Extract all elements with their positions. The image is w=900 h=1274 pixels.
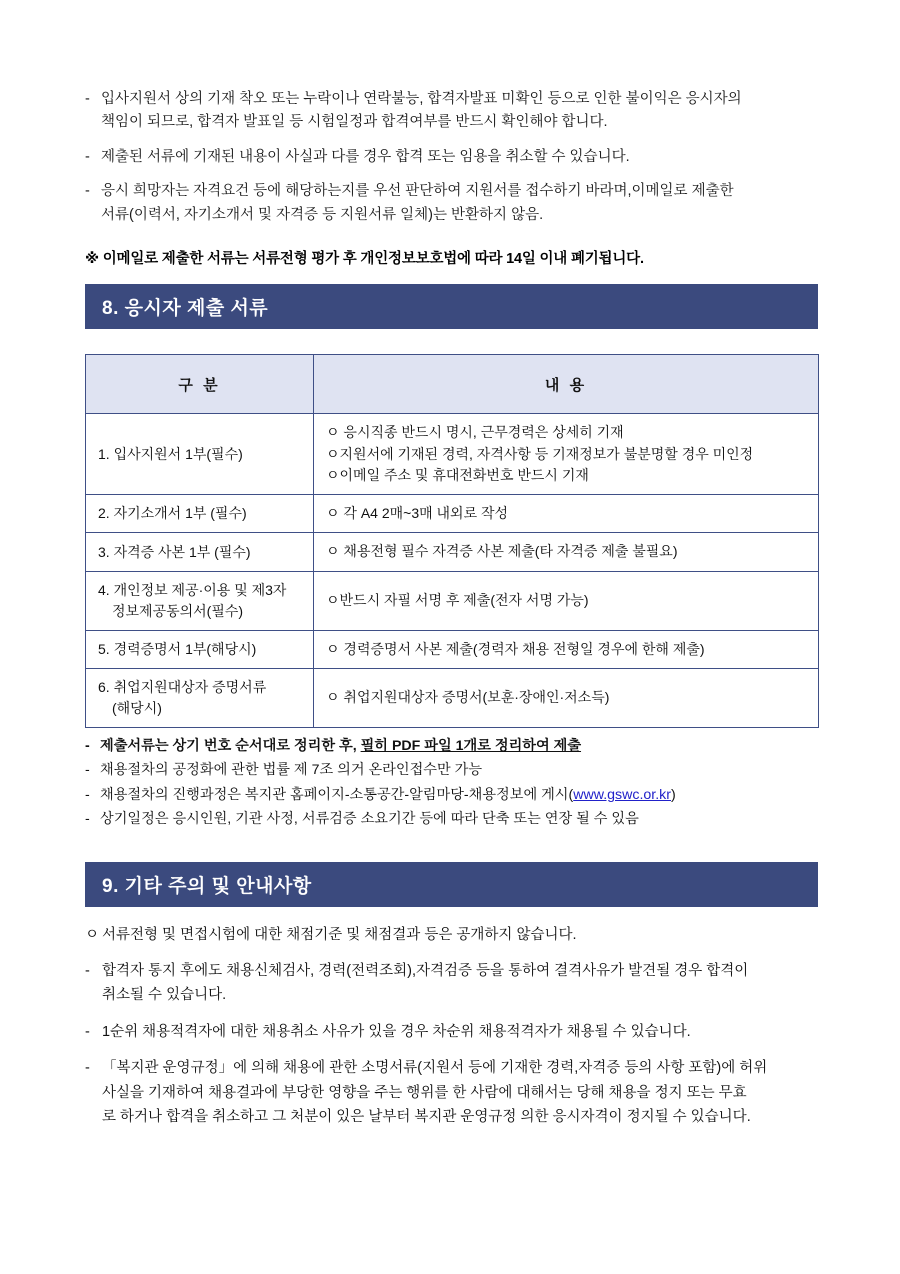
table-cell-category — [86, 571, 314, 630]
dash-marker: - — [85, 1060, 90, 1077]
note-text-post: ) — [671, 786, 676, 803]
category-line2: (해당시) — [112, 700, 162, 717]
section-9-note-item — [85, 1056, 820, 1129]
table-row — [86, 495, 819, 533]
content-line: ㅇ 응시직종 반드시 명시, 근무경력은 상세히 기재 — [326, 424, 624, 441]
intro-note-item — [85, 180, 820, 227]
category-line1: 3. 자격증 사본 1부 (필수) — [98, 543, 251, 560]
note-line1: 서류전형 및 면접시험에 대한 채점기준 및 채점결과 등은 공개하지 않습니다. — [102, 926, 577, 943]
table-row — [86, 414, 819, 495]
dash-marker: - — [85, 786, 90, 803]
category-line1: 2. 자기소개서 1부 (필수) — [98, 505, 247, 522]
submission-note-item — [85, 807, 820, 831]
table-cell-category — [86, 533, 314, 571]
table-cell-content — [314, 630, 819, 668]
dash-marker: - — [85, 762, 90, 779]
note-text: 제출서류는 상기 번호 순서대로 정리한 후, — [100, 738, 361, 755]
intro-note-line1: 입사지원서 상의 기재 착오 또는 누락이나 연락불능, 합격자발표 미확인 등으로 인한 불이익은 응시자의 — [101, 91, 742, 107]
table-cell-category — [86, 495, 314, 533]
table-cell-content — [314, 495, 819, 533]
note-line1: 1순위 채용적격자에 대한 채용취소 사유가 있을 경우 차순위 채용적격자가 채용될 수 있습니다. — [102, 1023, 691, 1040]
dash-marker: - — [85, 963, 90, 980]
table-row — [86, 571, 819, 630]
section-9-note-item — [85, 959, 820, 1008]
table-cell-content — [314, 533, 819, 571]
table-row — [86, 669, 819, 728]
note-text: 채용절차의 진행과정은 복지관 홈페이지-소통공간-알림마당-채용정보에 게시( — [100, 786, 574, 803]
section-9-note-item — [85, 923, 820, 947]
note-text: 채용절차의 공정화에 관한 법률 제 7조 의거 온라인접수만 가능 — [100, 762, 483, 779]
content-line: ㅇ 경력증명서 사본 제출(경력자 채용 전형일 경우에 한해 제출) — [326, 640, 705, 657]
intro-note-line1: 제출된 서류에 기재된 내용이 사실과 다를 경우 합격 또는 임용을 취소할 수 있습니다. — [101, 148, 630, 165]
content-line: ㅇ이메일 주소 및 휴대전화번호 반드시 기재 — [326, 466, 589, 483]
section-8-heading: 8. 응시자 제출 서류 — [85, 284, 818, 329]
submission-notes-list — [85, 734, 820, 832]
table-cell-content — [314, 414, 819, 495]
dash-marker: - — [85, 91, 90, 107]
note-line2: 취소될 수 있습니다. — [102, 987, 227, 1004]
content-line: ㅇ 각 A4 2매~3매 내외로 작성 — [326, 505, 509, 522]
note-text: 상기일정은 응시인원, 기관 사정, 서류검증 소요기간 등에 따라 단축 또는 연장 될 수 있음 — [100, 811, 639, 828]
table-cell-category — [86, 414, 314, 495]
table-cell-content — [314, 571, 819, 630]
content-line: ㅇ 취업지원대상자 증명서(보훈·장애인·저소득) — [326, 689, 610, 706]
category-line1: 5. 경력증명서 1부(해당시) — [98, 640, 257, 657]
intro-notes-list — [85, 88, 820, 227]
content-line: ㅇ 채용전형 필수 자격증 사본 제출(타 자격증 제출 불필요) — [326, 543, 678, 560]
note-line1: 합격자 통지 후에도 채용신체검사, 경력(전력조회),자격검증 등을 통하여 결격사유가 발견될 경우 합격이 — [102, 963, 749, 980]
dash-marker: - — [85, 183, 90, 200]
bullet-marker: ㅇ — [85, 926, 100, 943]
note-line2: 사실을 기재하여 채용결과에 부당한 영향을 주는 행위를 한 사람에 대해서는 당해 채용을 정지 또는 무효 — [102, 1084, 747, 1101]
intro-note-item — [85, 88, 820, 135]
section-9-heading: 9. 기타 주의 및 안내사항 — [85, 862, 818, 907]
intro-note-line2: 서류(이력서, 자기소개서 및 자격증 등 지원서류 일체)는 반환하지 않음. — [101, 206, 544, 223]
table-header-row — [86, 355, 819, 414]
table-row — [86, 630, 819, 668]
note-emphasis: 필히 PDF 파일 1개로 정리하여 제출 — [360, 738, 582, 755]
homepage-link[interactable]: www.gswc.or.kr — [573, 786, 671, 803]
section-9-notes-list — [85, 923, 820, 1130]
table-cell-category — [86, 630, 314, 668]
category-line1: 1. 입사지원서 1부(필수) — [98, 445, 243, 462]
section-9-note-item — [85, 1020, 820, 1044]
intro-note-line1: 응시 희망자는 자격요건 등에 해당하는지를 우선 판단하여 지원서를 접수하기 바라며,이메일로 제출한 — [101, 183, 734, 200]
table-row — [86, 533, 819, 571]
category-line2: 정보제공동의서(필수) — [112, 602, 244, 619]
dash-marker: - — [85, 738, 90, 755]
note-line1: 「복지관 운영규정」에 의해 채용에 관한 소명서류(지원서 등에 기재한 경력,자격증 등의 사항 포함)에 허위 — [102, 1060, 768, 1077]
table-cell-content — [314, 669, 819, 728]
dash-marker: - — [85, 811, 90, 828]
privacy-disposal-notice: ※ 이메일로 제출한 서류는 서류전형 평가 후 개인정보보호법에 따라 14일 이내 폐기됩니다. — [85, 251, 644, 268]
intro-note-item — [85, 146, 820, 169]
note-line3: 로 하거나 합격을 취소하고 그 처분이 있은 날부터 복지관 운영규정 의한 응시자격이 정지될 수 있습니다. — [102, 1108, 751, 1125]
table-header-content: 내 용 — [314, 355, 819, 414]
documents-table-wrapper — [85, 354, 820, 728]
content-line: ㅇ지원서에 기재된 경력, 자격사항 등 기재정보가 불분명할 경우 미인정 — [326, 445, 754, 462]
submission-note-item — [85, 758, 820, 782]
content-line: ㅇ반드시 자필 서명 후 제출(전자 서명 가능) — [326, 592, 589, 609]
table-header-category: 구 분 — [86, 355, 314, 414]
table-cell-category — [86, 669, 314, 728]
submission-note-item — [85, 783, 820, 807]
submission-note-item — [85, 734, 820, 758]
dash-marker: - — [85, 148, 90, 165]
documents-table — [85, 354, 819, 728]
dash-marker: - — [85, 1023, 90, 1040]
category-line1: 6. 취업지원대상자 증명서류 — [98, 679, 267, 696]
category-line1: 4. 개인정보 제공·이용 및 제3자 — [98, 581, 287, 598]
intro-note-line2: 책임이 되므로, 합격자 발표일 등 시험일정과 합격여부를 반드시 확인해야 합니다. — [101, 114, 608, 131]
